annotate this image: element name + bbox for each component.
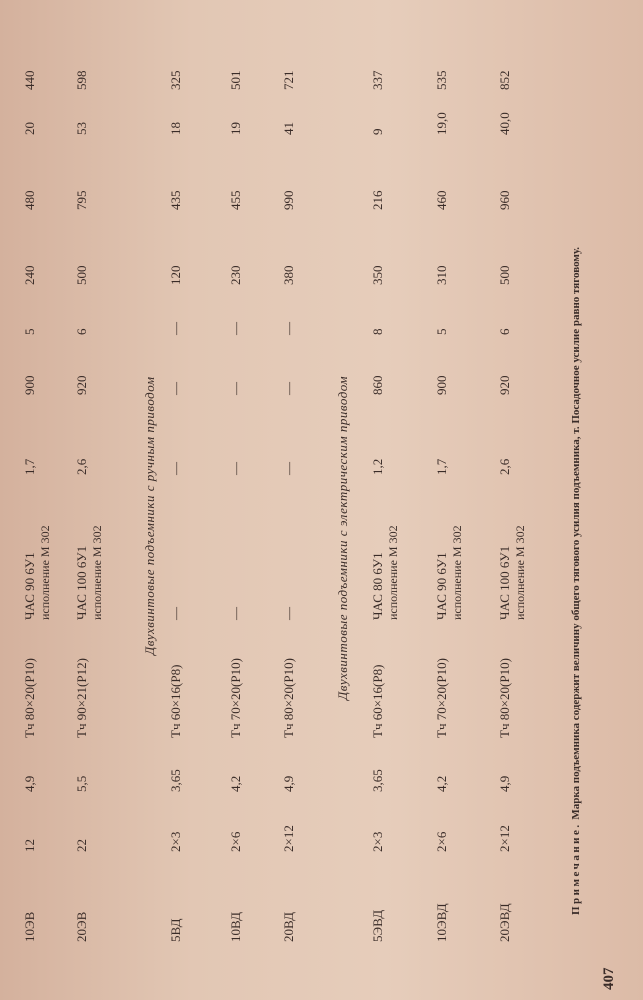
table-cell: 40,0: [497, 112, 512, 135]
table-cell: —: [168, 382, 183, 395]
table-cell-subline: исполнение М 302: [38, 525, 52, 620]
section-heading-electric: Двухвинтовые подъемники с электрическим приводом: [335, 375, 350, 700]
table-cell: 5,5: [74, 775, 89, 792]
table-cell: 8: [370, 328, 385, 335]
table-cell: 5: [434, 328, 449, 335]
table-cell: —: [281, 322, 296, 335]
table-cell: 721: [281, 70, 296, 90]
table-cell: 18: [168, 122, 183, 135]
table-cell: 795: [74, 190, 89, 210]
table-cell: 22: [74, 839, 89, 852]
table-cell: ЧАС 90 6У1: [22, 552, 37, 620]
table-cell: 120: [168, 265, 183, 285]
table-cell: 230: [228, 265, 243, 285]
table-cell-subline: исполнение М 302: [386, 525, 400, 620]
table-cell: 2×6: [228, 831, 243, 852]
table-cell: 920: [497, 375, 512, 395]
table-cell: 10ВД: [228, 911, 243, 942]
table-cell: 5ЭВД: [370, 909, 385, 942]
table-cell: ЧАС 80 6У1: [370, 552, 385, 620]
table-cell: 1,2: [370, 458, 385, 475]
footnote-lead: Примечание.: [570, 822, 582, 915]
table-cell: 337: [370, 70, 385, 90]
table-cell: 2,6: [497, 458, 512, 475]
table-cell: 500: [74, 265, 89, 285]
table-cell: 4,2: [434, 775, 449, 792]
table-cell: 2,6: [74, 458, 89, 475]
table-cell: 460: [434, 190, 449, 210]
table-cell: —: [281, 382, 296, 395]
table-cell: 310: [434, 265, 449, 285]
table-cell: 860: [370, 375, 385, 395]
table-cell: Тч 60×16(P8): [370, 664, 385, 738]
table-cell: Тч 80×20(P10): [281, 658, 296, 738]
table-cell: 535: [434, 70, 449, 90]
table-cell: 3,65: [168, 769, 183, 792]
table-cell: 900: [22, 375, 37, 395]
table-cell: 990: [281, 190, 296, 210]
table-cell: ЧАС 100 6У1: [74, 545, 89, 620]
table-cell: 9: [370, 128, 385, 135]
table-cell: 3,65: [370, 769, 385, 792]
table-cell: —: [228, 462, 243, 475]
table-cell: ЧАС 100 6У1: [497, 545, 512, 620]
table-cell-subline: исполнение М 302: [450, 525, 464, 620]
table-cell: 240: [22, 265, 37, 285]
table-cell-subline: исполнение М 302: [90, 525, 104, 620]
footnote-text: Марка подъемника содержит величину общего тягового усилия подъемника, т. Посадочное усилие равно тяговому.: [570, 247, 582, 820]
table-cell: 4,9: [281, 775, 296, 792]
table-cell: 19,0: [434, 112, 449, 135]
section-heading-manual: Двухвинтовые подъемники с ручным приводом: [142, 376, 157, 655]
table-cell: 2×12: [281, 825, 296, 852]
table-cell: 5ВД: [168, 918, 183, 942]
table-cell: 960: [497, 190, 512, 210]
table-cell-subline: исполнение М 302: [513, 525, 527, 620]
page-number: 407: [601, 967, 617, 990]
table-cell: 6: [497, 328, 512, 335]
footnote: [570, 247, 582, 915]
table-cell: —: [168, 462, 183, 475]
table-cell: Тч 60×16(P8): [168, 664, 183, 738]
table-cell: 2×3: [370, 831, 385, 852]
table-cell: 53: [74, 122, 89, 135]
table-cell: 41: [281, 122, 296, 135]
table-cell: 325: [168, 70, 183, 90]
table-cell: —: [281, 462, 296, 475]
table-cell: 1,7: [434, 458, 449, 475]
table-cell: 480: [22, 190, 37, 210]
table-cell: —: [168, 607, 183, 620]
table-cell: 852: [497, 70, 512, 90]
table-cell: 350: [370, 265, 385, 285]
table-cell: Тч 80×20(P10): [497, 658, 512, 738]
table-cell: —: [281, 607, 296, 620]
table-cell: 4,9: [22, 775, 37, 792]
table-cell: 10ЭВ: [22, 911, 37, 942]
table-cell: 1,7: [22, 458, 37, 475]
table-cell: 598: [74, 70, 89, 90]
table-cell: —: [228, 322, 243, 335]
table-cell: Тч 70×20(P10): [228, 658, 243, 738]
table-cell: 19: [228, 122, 243, 135]
table-cell: 20ЭВД: [497, 903, 512, 942]
table-cell: 2×6: [434, 831, 449, 852]
table-cell: 10ЭВД: [434, 903, 449, 942]
table-cell: 900: [434, 375, 449, 395]
table-cell: 920: [74, 375, 89, 395]
table-cell: 440: [22, 70, 37, 90]
table-cell: 501: [228, 70, 243, 90]
table-cell: 2×3: [168, 831, 183, 852]
table-cell: 500: [497, 265, 512, 285]
table-cell: 455: [228, 190, 243, 210]
table-cell: ЧАС 90 6У1: [434, 552, 449, 620]
table-cell: 435: [168, 190, 183, 210]
table-cell: 380: [281, 265, 296, 285]
table-cell: 2×12: [497, 825, 512, 852]
table-cell: —: [168, 322, 183, 335]
table-cell: 20ЭВ: [74, 911, 89, 942]
table-cell: 4,2: [228, 775, 243, 792]
table-cell: —: [228, 382, 243, 395]
table-cell: 5: [22, 328, 37, 335]
table-cell: —: [228, 607, 243, 620]
table-cell: 4,9: [497, 775, 512, 792]
table-cell: 20ВД: [281, 911, 296, 942]
table-cell: 12: [22, 839, 37, 852]
table-cell: Тч 70×20(P10): [434, 658, 449, 738]
table-cell: 20: [22, 122, 37, 135]
table-cell: 216: [370, 190, 385, 210]
table-cell: Тч 80×20(P10): [22, 658, 37, 738]
table-cell: Тч 90×21(P12): [74, 658, 89, 738]
table-cell: 6: [74, 328, 89, 335]
